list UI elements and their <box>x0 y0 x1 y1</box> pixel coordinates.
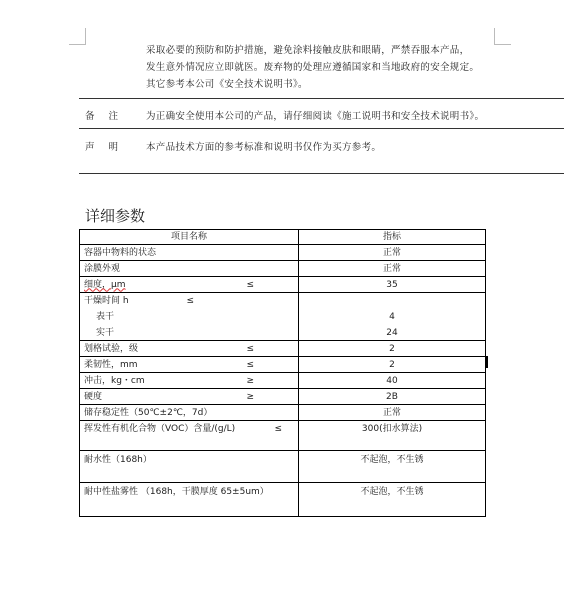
divider-top <box>79 98 564 99</box>
statement-label: 声明 <box>85 142 133 153</box>
row-symbol: ≤ <box>246 279 254 290</box>
row-item: 划格试验，级 <box>84 343 139 354</box>
text-cursor <box>486 356 488 368</box>
table-row-drying <box>80 293 486 341</box>
row-value: 正常 <box>299 245 486 261</box>
row-symbol: ≥ <box>246 375 254 386</box>
remark-label: 备注 <box>85 111 133 122</box>
divider-bottom <box>79 173 564 174</box>
statement-text: 本产品技术方面的参考标准和说明书仅作为买方参考。 <box>146 142 382 153</box>
row-value: 40 <box>299 373 486 389</box>
row-value: 不起泡，不生锈 <box>299 451 486 483</box>
row-item: 硬度 <box>84 391 103 402</box>
row-value: 2 <box>299 357 486 373</box>
row-subitem: 实干 <box>96 328 115 338</box>
row-item: 挥发性有机化合物（VOC）含量/(g/L) <box>84 424 236 434</box>
intro-line-3: 其它参考本公司《安全技术说明书》。 <box>146 79 308 90</box>
row-value: 正常 <box>299 261 486 277</box>
table-row <box>80 421 486 451</box>
row-value: 24 <box>386 328 398 338</box>
row-item: 涂膜外观 <box>80 261 299 277</box>
table-row <box>80 245 486 261</box>
row-value: 4 <box>389 312 395 322</box>
row-item: 细度，μm <box>84 279 126 290</box>
table-row <box>80 405 486 421</box>
table-row <box>80 261 486 277</box>
page-corner-mark-left <box>69 28 86 45</box>
header-value: 指标 <box>299 230 486 245</box>
table-row <box>80 373 486 389</box>
table-row <box>80 483 486 517</box>
table-header-row <box>80 230 486 245</box>
table-row <box>80 277 486 293</box>
row-symbol: ≤ <box>246 359 254 370</box>
row-item: 容器中物料的状态 <box>80 245 299 261</box>
table-row <box>80 451 486 483</box>
row-value: 正常 <box>299 405 486 421</box>
row-symbol: ≤ <box>186 296 194 306</box>
page-corner-mark-right <box>494 28 511 45</box>
row-symbol: ≥ <box>246 391 254 402</box>
row-item: 耐中性盐雾性 （168h，干膜厚度 65±5um） <box>80 483 299 517</box>
table-row <box>80 357 486 373</box>
row-value: 300(扣水算法) <box>299 421 486 451</box>
remark-text: 为正确安全使用本公司的产品，请仔细阅读《施工说明书和安全技术说明书》。 <box>146 111 485 122</box>
table-row <box>80 341 486 357</box>
header-item: 项目名称 <box>80 230 299 245</box>
row-item: 干燥时间 h <box>84 296 129 306</box>
intro-line-1: 采取必要的预防和防护措施，避免涂料接触皮肤和眼睛，严禁吞服本产品， <box>146 45 470 56</box>
row-item: 冲击，kg・cm <box>84 375 145 386</box>
row-value: 不起泡，不生锈 <box>299 483 486 517</box>
row-item: 耐水性（168h） <box>80 451 299 483</box>
row-item: 柔韧性，mm <box>84 359 138 370</box>
row-value <box>303 294 481 308</box>
row-item: 储存稳定性（50℃±2℃，7d） <box>80 405 299 421</box>
row-value: 2 <box>299 341 486 357</box>
parameters-table <box>79 229 486 517</box>
section-title: 详细参数 <box>85 207 146 225</box>
row-value: 35 <box>299 277 486 293</box>
intro-line-2: 发生意外情况应立即就医。废弃物的处理应遵循国家和当地政府的安全规定。 <box>146 62 480 73</box>
row-symbol: ≤ <box>246 343 254 354</box>
row-value: 2B <box>299 389 486 405</box>
row-subitem: 表干 <box>96 312 115 322</box>
row-symbol: ≤ <box>274 424 282 434</box>
table-row <box>80 389 486 405</box>
divider-middle <box>79 128 564 129</box>
